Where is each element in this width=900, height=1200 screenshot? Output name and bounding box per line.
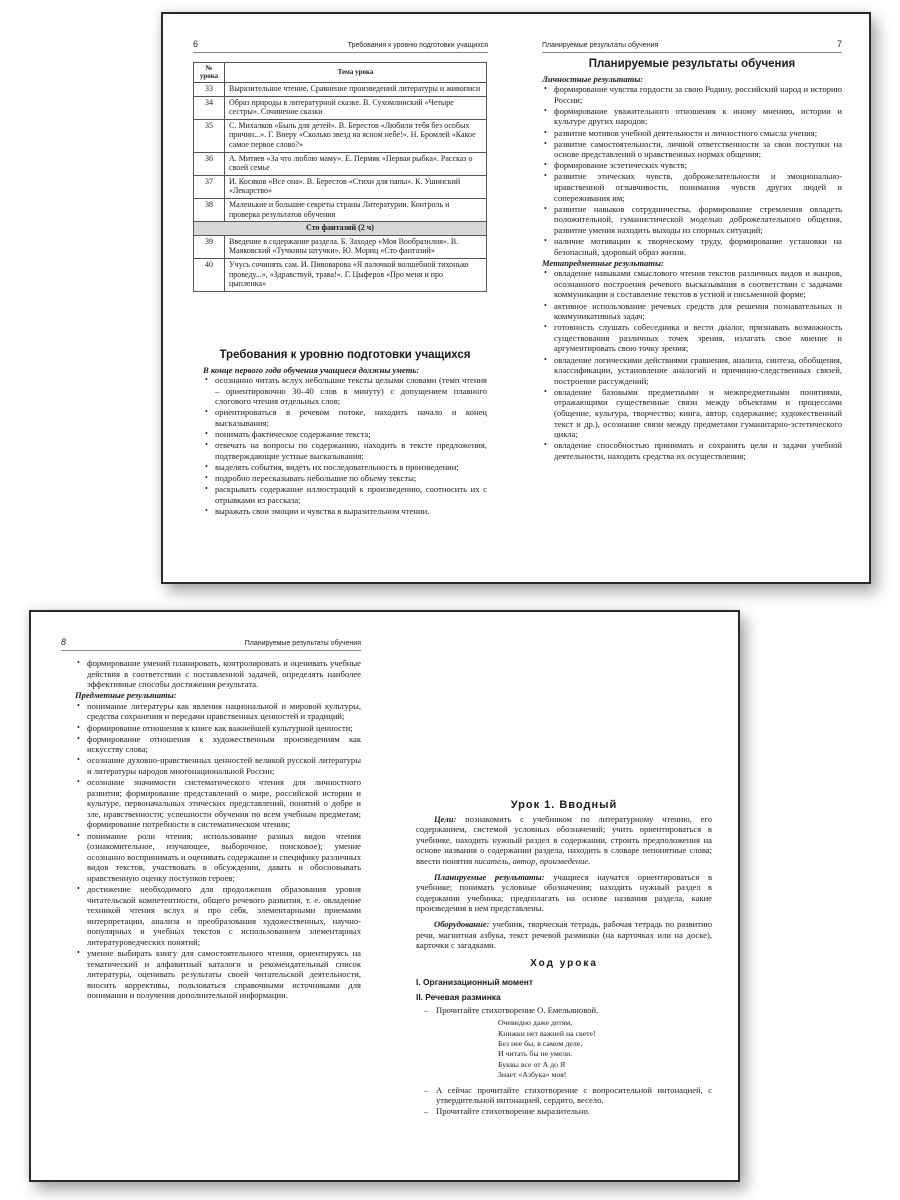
list-item: • раскрывать содержание иллюстраций к произведению, соотносить их с отрывками из рассказа;	[203, 484, 487, 505]
table-row	[194, 96, 487, 119]
list-item: • активное использование речевых средств для решения познавательных и коммуникативных задач;	[542, 301, 842, 322]
lesson-topic-cell: Введение в содержание раздела. Б. Заходер «Моя Вообразилия». В. Маяковский «Тучкины штучки». Ю. Мориц «Сто фантазий»	[225, 235, 487, 258]
requirements-intro: В конце первого года обучения учащиеся должны уметь:	[203, 364, 420, 375]
poem-line: Книжки нет важней на свете!	[498, 1028, 596, 1038]
lesson-number-cell: 34	[194, 96, 225, 119]
running-head	[61, 638, 361, 651]
lesson-topic-cell: И. Косяков «Все она». В. Берестов «Стихи для папы». К. Ушинский «Лекарство»	[225, 175, 487, 198]
stage-speech-warmup: II. Речевая разминка	[416, 991, 501, 1002]
lesson-number-cell: 36	[194, 152, 225, 175]
lesson-planned-results	[416, 872, 712, 914]
meta-results-list	[542, 268, 842, 461]
list-item: • формирование отношения к книге как важнейшей культурной ценности;	[75, 723, 361, 734]
planned-results-section	[542, 59, 842, 462]
table-row	[194, 198, 487, 221]
goals-label: Цели:	[434, 813, 457, 824]
list-item: • умение выбирать книгу для самостоятельного чтения, ориентируясь на тематический и алфавитный каталоги и рекомендательный список литературы, оценивать результаты своей читательской деятельности, вносить коррективы, пользоваться справочными источниками для понимания и получения дополнительной информации.	[75, 948, 361, 1001]
personal-results-heading: Личностные результаты:	[542, 73, 644, 84]
lesson-number-cell: 40	[194, 258, 225, 291]
list-item: • осознанно читать вслух небольшие тексты целыми словами (темп чтения – ориентировочно 30–40 слов в минуту) с допущением плавного слогового чтения отдельных слов;	[203, 375, 487, 407]
lesson-table-container	[193, 62, 487, 292]
poem-line: Без нее бы, в самом деле,	[498, 1038, 583, 1048]
poem-line: Очевидно даже детям,	[498, 1018, 573, 1028]
stage-organizational: I. Организационный момент	[416, 977, 533, 988]
lesson-number-cell: 35	[194, 119, 225, 152]
list-item: • овладение логическими действиями сравнения, анализа, синтеза, обобщения, классификации, установление аналогий и причинно-следственных связей, построение рассуждений;	[542, 355, 842, 387]
table-row	[194, 119, 487, 152]
results-continued	[75, 658, 361, 1002]
section-title-cell: Сто фантазий (2 ч)	[194, 222, 487, 236]
instruction-read-expressively: – Прочитайте стихотворение выразительно.	[416, 1106, 712, 1117]
lesson-equipment	[416, 919, 712, 951]
page-6	[163, 14, 518, 582]
list-item: • выражать свои эмоции и чувства в выразительном чтении.	[203, 506, 487, 517]
instruction-read-intonation: – А сейчас прочитайте стихотворение с вопросительной интонацией, с утвердительной интонацией, сердито, весело.	[416, 1085, 712, 1106]
list-item: • понимание роли чтения; использование разных видов чтения (ознакомительное, изучающее, выборочное, поисковое); умение осознанно воспринимать и оценивать содержание и специфику различных видов текстов, участвовать в обсуждении, давать и обосновывать нравственную оценку поступков героев;	[75, 831, 361, 884]
book-spread-pages-8-9	[29, 610, 740, 1182]
lesson-1-section	[416, 800, 712, 1116]
lesson-number-cell: 33	[194, 83, 225, 97]
requirements-section	[203, 350, 487, 517]
page-number: 6	[193, 39, 199, 49]
subject-results-list	[75, 701, 361, 1001]
list-item: • понимание литературы как явления национальной и мировой культуры, средства сохранения и передачи нравственных ценностей и традиций;	[75, 701, 361, 722]
list-item: • развитие мотивов учебной деятельности и личностного смысла учения;	[542, 128, 842, 139]
list-item: • формирование чувства гордости за свою Родину, российский народ и историю России;	[542, 84, 842, 105]
list-item: • развитие навыков сотрудничества, формирование стремления овладеть положительной, гуманистической моделью доброжелательного общения, развитие умения находить выходы из спорных ситуаций;	[542, 204, 842, 236]
lesson-topic-cell: Маленькие и большие секреты страны Литературии. Контроль и проверка результатов обучения	[225, 198, 487, 221]
lesson-title: Урок 1. Вводный	[510, 799, 618, 811]
results-text: учащиеся научатся ориентироваться в учебнике; понимать условные обозначения; находить нужный раздел в содержании учебника; предполагать на основе названия раздела, какие произведения в нем представлены.	[416, 871, 713, 914]
running-head-title: Планируемые результаты обучения	[542, 42, 659, 49]
table-row	[194, 152, 487, 175]
running-head-title: Планируемые результаты обучения	[244, 640, 361, 647]
lesson-topic-cell: С. Михалков «Быль для детей». В. Берестов «Любили тебя без особых причин...». Г. Виеру «Сколько звезд на ясном небе!». Н. Бромлей «Какое самое первое слово?»	[225, 119, 487, 152]
lesson-number-cell: 38	[194, 198, 225, 221]
table-header-row	[194, 63, 487, 83]
results-label: Планируемые результаты:	[434, 871, 545, 882]
book-spread-pages-6-7	[161, 12, 871, 584]
list-item: • формирование умений планировать, контролировать и оценивать учебные действия в соответствии с поставленной задачей, определять наиболее эффективные способы достижения результата.	[75, 658, 361, 690]
list-item: • понимать фактическое содержание текста;	[203, 429, 487, 440]
section-title: Требования к уровню подготовки учащихся	[219, 349, 471, 361]
table-section-row	[194, 222, 487, 236]
poem	[498, 1018, 712, 1080]
lesson-topic-cell: Выразительное чтение. Сравнение произведений литературы и живописи	[225, 83, 487, 97]
equipment-text: учебник, творческая тетрадь, рабочая тетрадь по развитию речи, магнитная азбука, текст речевой разминки (на карточках или на доске), карточки с загадками.	[416, 918, 712, 951]
page-9	[386, 612, 738, 1180]
equipment-label: Оборудование:	[434, 918, 490, 929]
meta-results-continued-list	[75, 658, 361, 690]
poem-line: И читать бы не умели.	[498, 1049, 573, 1059]
list-item: • готовность слушать собеседника и вести диалог, признавать возможность существования различных точек зрения, излагать свое мнение и аргументировать свою точку зрения;	[542, 322, 842, 354]
list-item: • ориентироваться в речевом потоке, находить начало и конец высказывания;	[203, 407, 487, 428]
list-item: • достижение необходимого для продолжения образования уровня читательской компетентности, общего речевого развития, т. е. овладение техникой чтения вслух и про себя, элементарными приемами интерпретации, анализа и преобразования художественных, научно-популярных и учебных текстов с использованием элементарных литературоведческих понятий;	[75, 884, 361, 948]
list-item: • осознание значимости систематического чтения для личностного развития; формирование представлений о мире, российской истории и культуре, первоначальных этических представлений, понятий о добре и зле, нравственности; успешности обучения по всем учебным предметам; формирование потребности в систематическом чтении;	[75, 777, 361, 830]
poem-line: Буквы все от А до Я	[498, 1059, 566, 1069]
list-item: • подробно пересказывать небольшие по объему тексты;	[203, 473, 487, 484]
list-item: • овладение навыками смыслового чтения текстов различных видов и жанров, осознанного построения речевого высказывания в соответствии с задачами коммуникации и составление текстов в устной и письменной форме;	[542, 268, 842, 300]
page-number: 8	[61, 637, 67, 647]
list-item: • наличие мотивации к творческому труду, формирование установки на безопасный, здоровый образ жизни.	[542, 236, 842, 257]
lesson-topic-cell: Образ природы в литературной сказке. В. Сухомлинский «Четыре сестры». Сочинение сказки	[225, 96, 487, 119]
instruction-read-poem: – Прочитайте стихотворение О. Емельяновой.	[416, 1005, 712, 1016]
poem-line: Знает «Азбука» моя!	[498, 1070, 567, 1080]
personal-results-list	[542, 84, 842, 257]
list-item: • развитие этических чувств, доброжелательности и эмоционально-нравственной отзывчивости, понимания чувств других людей и сопереживания им;	[542, 171, 842, 203]
list-item: • осознание духовно-нравственных ценностей великой русской литературы и литературы народов многонациональной России;	[75, 755, 361, 776]
lesson-number-cell: 37	[194, 175, 225, 198]
page-7	[518, 14, 869, 582]
lesson-course-heading: Ход урока	[530, 957, 598, 969]
header-lesson-number: № урока	[194, 63, 225, 83]
section-title: Планируемые результаты обучения	[588, 58, 796, 70]
list-item: • овладение способностью принимать и сохранять цели и задачи учебной деятельности, находить средства их осуществления;	[542, 440, 842, 461]
lesson-number-cell: 39	[194, 235, 225, 258]
lesson-goals	[416, 814, 712, 867]
list-item: • формирование отношения к художественным произведениям как искусству слова;	[75, 734, 361, 755]
goals-text: познакомить с учебником по литературному чтению, его содержанием, системой условных обозначений; учить ориентироваться в учебнике, находить нужный раздел в содержании, строить предположения на основе названия о содержании раздела, находить в словаре непонятные слова; ввести понятия	[416, 813, 712, 866]
table-row	[194, 83, 487, 97]
page-number: 7	[836, 39, 842, 49]
table-row	[194, 235, 487, 258]
requirements-list	[203, 375, 487, 516]
lesson-topic-cell: Учусь сочинять сам. И. Пивоварова «Я палочкой волшебной тихонько проведу...», «Здравствуй, трава!». Г. Цыферов «Про меня и про цыпленка»	[225, 258, 487, 291]
running-head	[193, 40, 488, 53]
list-item: • развитие самостоятельности, личной ответственности за свои поступки на основе представлений о нравственных нормах общения;	[542, 139, 842, 160]
subject-results-heading: Предметные результаты:	[75, 690, 177, 701]
lesson-table	[193, 62, 487, 292]
page-8	[31, 612, 386, 1180]
header-lesson-topic: Тема урока	[225, 63, 487, 83]
list-item: • отвечать на вопросы по содержанию, находить в тексте предложения, подтверждающие устные высказывания;	[203, 440, 487, 461]
lesson-table-body	[194, 83, 487, 292]
table-row	[194, 175, 487, 198]
running-head	[542, 40, 842, 53]
lesson-topic-cell: А. Митяев «За что люблю маму». Е. Пермяк «Первая рыбка». Рассказ о своей семье	[225, 152, 487, 175]
list-item: • овладение базовыми предметными и межпредметными понятиями, отражающими существенные связи между объектами и процессами (общение, культура, творчество; книга, автор, содержание; художественный текст и др.), осознание связи между предметами гуманитарно-эстетического цикла;	[542, 387, 842, 440]
list-item: • формирование уважительного отношения к иному мнению, истории и культуре других народов;	[542, 106, 842, 127]
table-row	[194, 258, 487, 291]
meta-results-heading: Метапредметные результаты:	[542, 257, 664, 268]
goals-terms: писатель, автор, произведение.	[474, 855, 591, 866]
list-item: • формирование эстетических чувств;	[542, 160, 842, 171]
list-item: • выделять события, видеть их последовательность в произведении;	[203, 462, 487, 473]
running-head-title: Требования к уровню подготовки учащихся	[347, 42, 488, 49]
